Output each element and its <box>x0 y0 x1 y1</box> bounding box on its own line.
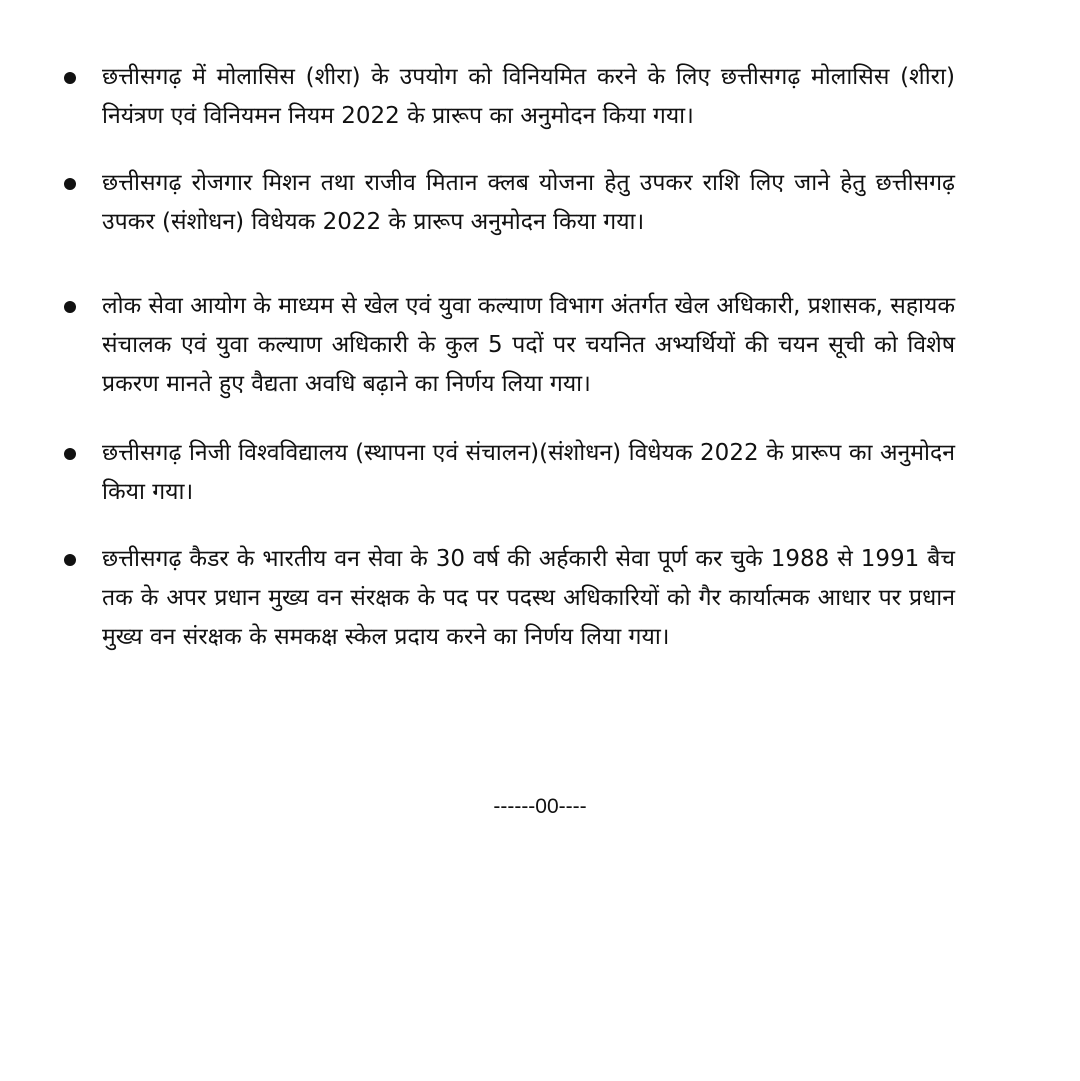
list-item <box>60 58 955 136</box>
end-of-document-mark: ------00---- <box>493 795 587 818</box>
list-item-text: छत्तीसगढ़ निजी विश्वविद्यालय (स्थापना एवं संचालन)(संशोधन) विधेयक 2022 के प्रारूप का अनुमोदन किया गया। <box>102 440 955 505</box>
list-item-text: छत्तीसगढ़ में मोलासिस (शीरा) के उपयोग को विनियमित करने के लिए छत्तीसगढ़ मोलासिस (शीरा) नियंत्रण एवं विनियमन नियम 2022 के प्रारूप का अनुमोदन किया गया। <box>102 64 955 129</box>
list-item <box>60 287 955 404</box>
list-item-text: छत्तीसगढ़ कैडर के भारतीय वन सेवा के 30 वर्ष की अर्हकारी सेवा पूर्ण कर चुके 1988 से 1991 बैच तक के अपर प्रधान मुख्य वन संरक्षक के पद पर पदस्थ अधिकारियों को गैर कार्यात्मक आधार पर प्रधान मुख्य वन संरक्षक के समकक्ष स्केल प्रदाय करने का निर्णय लिया गया। <box>102 546 955 650</box>
bullet-icon <box>64 178 76 190</box>
bullet-icon <box>64 72 76 84</box>
bullet-icon <box>64 301 76 313</box>
list-item <box>60 164 955 242</box>
list-item <box>60 434 955 512</box>
list-item <box>60 540 955 657</box>
bullet-icon <box>64 448 76 460</box>
bullet-icon <box>64 554 76 566</box>
list-item-text: छत्तीसगढ़ रोजगार मिशन तथा राजीव मितान क्लब योजना हेतु उपकर राशि लिए जाने हेतु छत्तीसगढ़ उपकर (संशोधन) विधेयक 2022 के प्रारूप अनुमोदन किया गया। <box>102 170 955 235</box>
document-body <box>60 58 955 657</box>
list-item-text: लोक सेवा आयोग के माध्यम से खेल एवं युवा कल्याण विभाग अंतर्गत खेल अधिकारी, प्रशासक, सहायक संचालक एवं युवा कल्याण अधिकारी के कुल 5 पदों पर चयनित अभ्यर्थियों की चयन सूची को विशेष प्रकरण मानते हुए वैद्यता अवधि बढ़ाने का निर्णय लिया गया। <box>102 293 955 397</box>
